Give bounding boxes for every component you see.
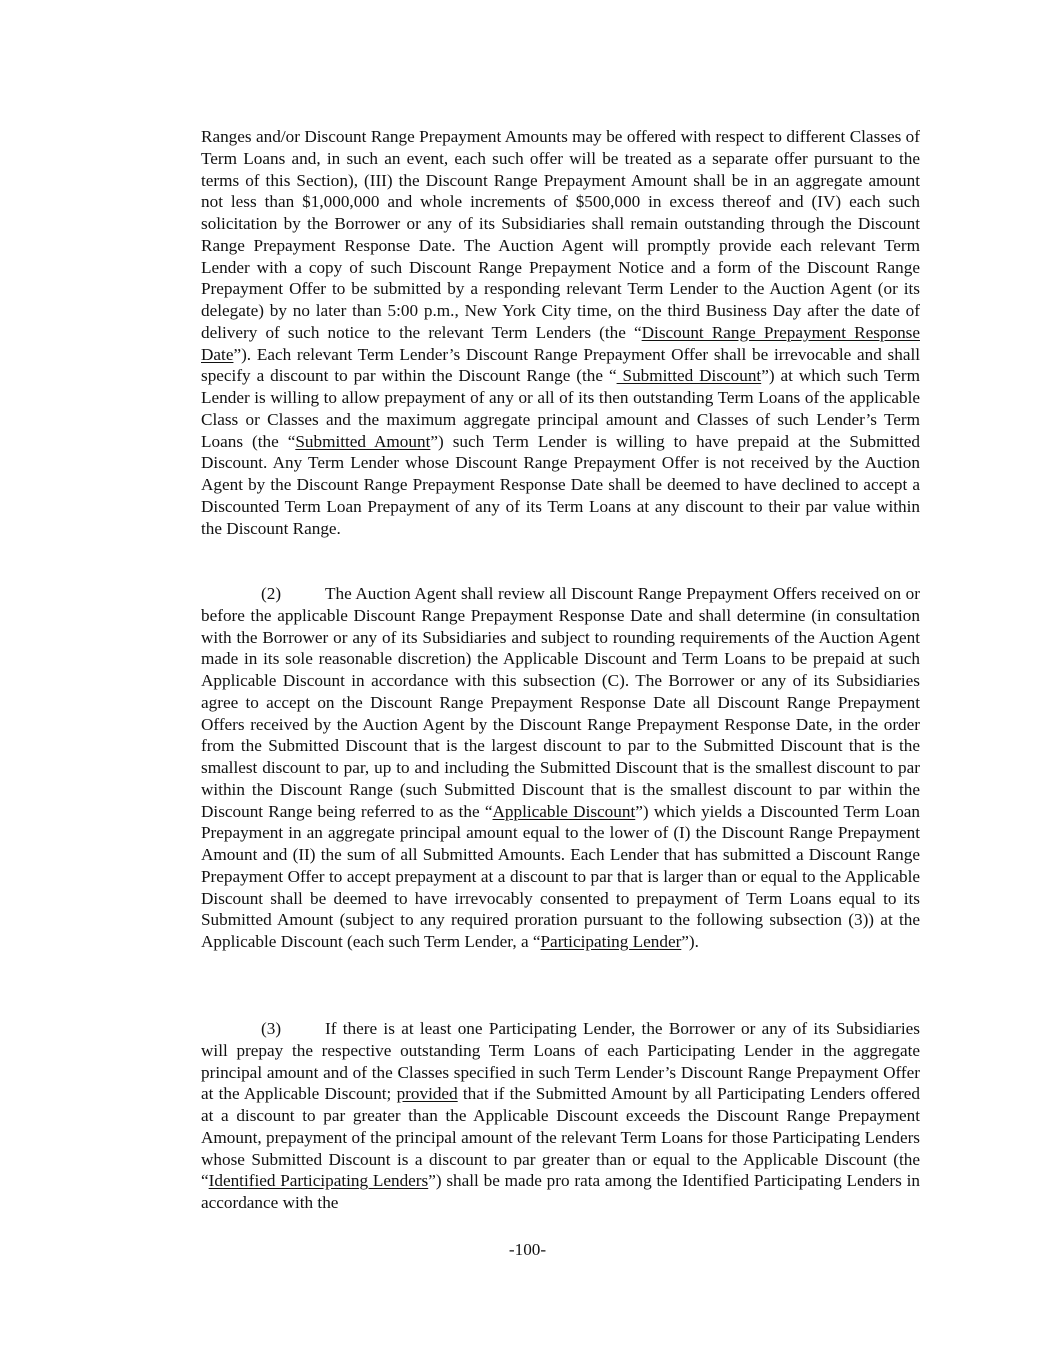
- text-run: ”) such Term Lender is willing to have prepaid at the Submitted Discount. Any Term Lender whose Discount Range Prepayment Offer is not received by the Auction Agent by the Discount Range Prepayment Response Date shall be deemed to have declined to accept a Discounted Term Loan Prepayment of any of its Term Loans at any discount to their par value within the Discount Range.: [201, 431, 920, 538]
- text-run: ”) shall be made pro rata among the Identified Participating Lenders in accordance with the: [201, 1171, 920, 1212]
- paragraph-number: (2): [261, 584, 282, 603]
- defined-term-submitted-discount: Submitted Discount: [616, 366, 762, 386]
- paragraph-continuation: [201, 126, 920, 539]
- paragraph-2: [201, 583, 920, 953]
- paragraph-number: (3): [261, 1019, 282, 1038]
- text-run: ”). Each relevant Term Lender’s Discount Range Prepayment Offer shall be irrevocable and shall specify a discount to par within the Discount Range (the “: [201, 344, 920, 386]
- text-run: The Auction Agent shall review all Discount Range Prepayment Offers received on or before the applicable Discount Range Prepayment Response Date and shall determine (in consultation with the Borrower or any of its Subsidiaries and subject to rounding requirements of the Auction Agent made in its sole reasonable discretion) the Applicable Discount and Term Loans to be prepaid at such Applicable Discount in accordance with this subsection (C). The Borrower or any of its Subsidiaries agree to accept on the Discount Range Prepayment Response Date all Discount Range Prepayment Offers received by the Auction Agent by the Discount Range Prepayment Response Date, in the order from the Submitted Discount that is the largest discount to par to the Submitted Discount that is the smallest discount to par, up to and including the Submitted Discount that is the smallest discount to par within the Discount Range (such Submitted Discount that is the smallest discount to par within the Discount Range being referred to as the “: [201, 584, 920, 821]
- defined-term-submitted-amount: Submitted Amount: [295, 431, 431, 451]
- text-run: Ranges and/or Discount Range Prepayment Amounts may be offered with respect to different Classes of Term Loans and, in such an event, each such offer will be treated as a separate offer pursuant to the terms of this Section), (III) the Discount Range Prepayment Amount shall be in an aggregate amount not less than $1,000,000 and whole increments of $500,000 in excess thereof and (IV) each such solicitation by the Borrower or any of its Subsidiaries shall remain outstanding through the Discount Range Prepayment Response Date. The Auction Agent will promptly provide each relevant Term Lender with a copy of such Discount Range Prepayment Notice and a form of the Discount Range Prepayment Offer to be submitted by a responding relevant Term Lender to the Auction Agent (or its delegate) by no later than 5:00 p.m., New York City time, on the third Business Day after the date of delivery of such notice to the relevant Term Lenders (the “: [201, 127, 920, 342]
- text-run: ”) at which such Term Lender is willing to allow prepayment of any or all of its then outstanding Term Loans of the applicable Class or Classes and the maximum aggregate principal amount and Classes of such Lender’s Term Loans (the “: [201, 366, 920, 451]
- defined-term-participating-lender: Participating Lender: [540, 932, 682, 951]
- text-run: If there is at least one Participating Lender, the Borrower or any of its Subsidiaries will prepay the respective outstanding Term Loans of each Participating Lender in the aggregate principal amount and of the Classes specified in such Term Lender’s Discount Range Prepayment Offer at the Applicable Discount;: [201, 1019, 920, 1104]
- text-run: ”).: [681, 932, 699, 951]
- defined-term-identified-participating-lenders: Identified Participating Lenders: [208, 1171, 429, 1191]
- text-run: that if the Submitted Amount by all Participating Lenders offered at a discount to par greater than the Applicable Discount exceeds the Discount Range Prepayment Amount, prepayment of the principal amount of the relevant Term Loans for those Participating Lenders whose Submitted Discount is a discount to par greater than or equal to the Applicable Discount (the “: [201, 1084, 920, 1191]
- text-run: ”) which yields a Discounted Term Loan Prepayment in an aggregate principal amount equal to the lower of (I) the Discount Range Prepayment Amount and (II) the sum of all Submitted Amounts. Each Lender that has submitted a Discount Range Prepayment Offer to accept prepayment at a discount to par that is larger than or equal to the Applicable Discount shall be deemed to have irrevocably consented to prepayment of Term Loans equal to its Submitted Amount (subject to any required proration pursuant to the following subsection (3)) at the Applicable Discount (each such Term Lender, a “: [201, 801, 921, 951]
- page-number: -100-: [508, 1240, 547, 1259]
- defined-term-applicable-discount: Applicable Discount: [492, 801, 636, 821]
- paragraph-3: [201, 1018, 920, 1214]
- defined-term-discount-range-prepayment-response-date: Discount Range Prepayment Response Date: [201, 322, 920, 364]
- term-provided: provided: [396, 1084, 458, 1104]
